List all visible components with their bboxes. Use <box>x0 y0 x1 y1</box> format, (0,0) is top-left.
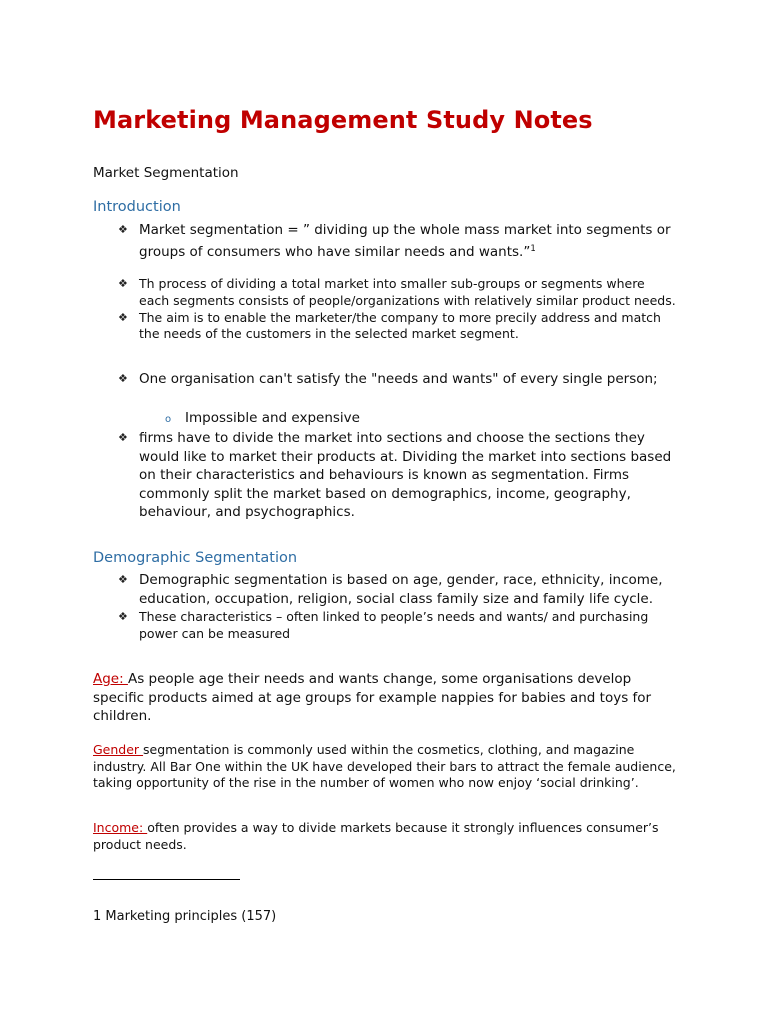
list-item: ❖ Demographic segmentation is based on age, gender, race, ethnicity, income, education, occupation, religion, social class family size and family life cycle. <box>118 572 663 607</box>
footnote-divider <box>93 879 240 880</box>
diamond-bullet-icon: ❖ <box>118 372 128 385</box>
intro-bullets-2 <box>118 276 678 343</box>
diamond-bullet-icon: ❖ <box>118 223 128 236</box>
list-item: ❖ The aim is to enable the marketer/the company to more precily address and match the needs of the customers in the selected market segment. <box>118 309 661 341</box>
label-income: Income: <box>93 820 148 835</box>
diamond-bullet-icon: ❖ <box>118 431 128 444</box>
circle-bullet-icon: o <box>165 414 172 425</box>
sub-list-item: o Impossible and expensive <box>165 409 360 427</box>
diamond-bullet-icon: ❖ <box>118 610 128 623</box>
paragraph-age: Age: As people age their needs and wants change, some organisations develop specific products aimed at age groups for example nappies for babies and toys for children. <box>93 671 652 724</box>
label-age: Age: <box>93 671 128 687</box>
heading-demographic-segmentation: Demographic Segmentation <box>93 550 298 566</box>
page-title: Marketing Management Study Notes <box>93 106 593 134</box>
footnote: 1 Marketing principles (157) <box>93 909 277 924</box>
list-item: ❖ These characteristics – often linked to people’s needs and wants/ and purchasing power can be measured <box>118 609 649 641</box>
paragraph-gender: Gender segmentation is commonly used within the cosmetics, clothing, and magazine industry. All Bar One within the UK have developed their bars to attract the female audience, taking opportunity of the rise in the number of women who now enjoy ‘social drinking’. <box>93 742 676 790</box>
intro-bullets-4 <box>118 429 678 522</box>
section-subtitle: Market Segmentation <box>93 165 239 181</box>
list-item: ❖ Th process of dividing a total market into smaller sub-groups or segments where each segments consists of people/organizations with relatively similar product needs. <box>118 276 676 308</box>
list-item: ❖ One organisation can't satisfy the "needs and wants" of every single person; <box>118 371 658 387</box>
diamond-bullet-icon: ❖ <box>118 573 128 586</box>
footnote-ref: 1 <box>530 243 536 254</box>
label-gender: Gender <box>93 742 144 757</box>
diamond-bullet-icon: ❖ <box>118 310 128 324</box>
list-item: ❖ firms have to divide the market into sections and choose the sections they would like to market their products at. Dividing the market into sections based on their characteristics and behaviours is known as segmentation. Firms commonly split the market based on demographics, income, geography, behaviour, and psychographics. <box>118 430 672 520</box>
diamond-bullet-icon: ❖ <box>118 277 128 290</box>
intro-bullets <box>118 221 678 261</box>
list-item: ❖ Market segmentation = ” dividing up the whole mass market into segments or groups of consumers who have similar needs and wants.”$^1$ <box>118 222 671 260</box>
demographic-bullets <box>118 571 678 642</box>
paragraph-income: Income: often provides a way to divide markets because it strongly influences consumer’s product needs. <box>93 820 659 852</box>
heading-introduction: Introduction <box>93 199 181 215</box>
intro-bullets-3 <box>118 370 678 389</box>
